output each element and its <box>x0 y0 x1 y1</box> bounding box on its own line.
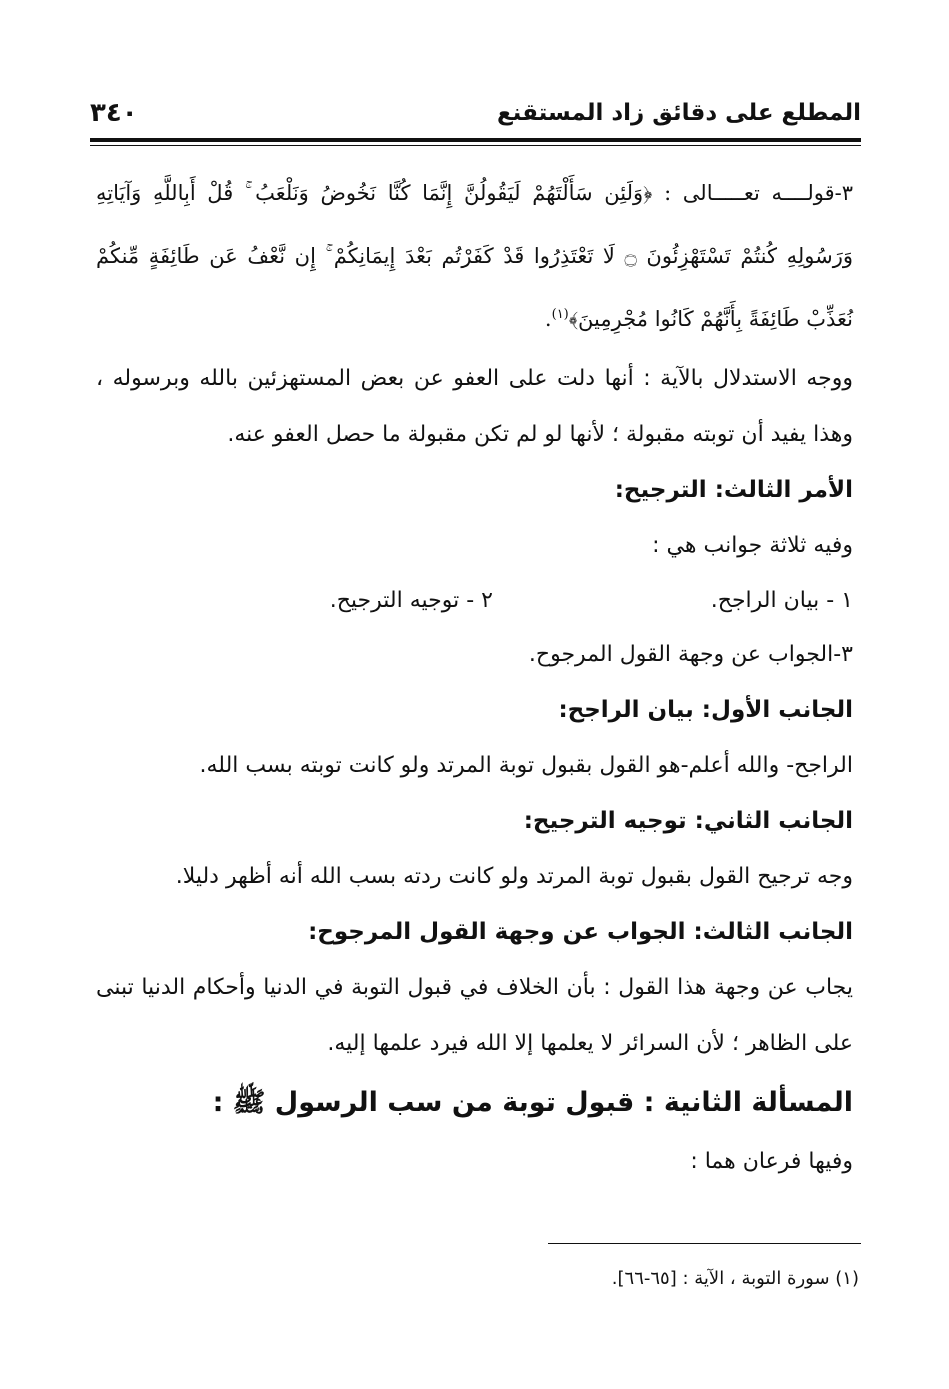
header-rule-thin <box>90 145 861 146</box>
footnote-marker: (١) <box>551 307 569 322</box>
main-text <box>96 162 853 1190</box>
aspect-item-2: ٢ - توجيه الترجيح. <box>329 588 493 613</box>
header-rule-thick <box>90 138 861 142</box>
preferred-opinion: الراجح- والله أعلم-هو القول بقبول توبة المرتد ولو كانت توبته بسب الله. <box>199 753 853 778</box>
heading-third-matter: الأمر الثالث: الترجيح: <box>614 477 853 503</box>
running-title: المطلع على دقائق زاد المستقنع <box>496 100 861 126</box>
quran-verse: ﴿وَلَئِن سَأَلْتَهُمْ لَيَقُولُنَّ إِنَّمَا كُنَّا نَخُوضُ وَنَلْعَبُ ۚ قُلْ أَبِاللَّهِ وَآيَاتِهِ وَرَسُولِهِ كُنتُمْ تَسْتَهْزِئُونَ ۝ لَا تَعْتَذِرُوا قَدْ كَفَرْتُم بَعْدَ إِيمَانِكُمْ ۚ إِن نَّعْفُ عَن طَائِفَةٍ مِّنكُمْ نُعَذِّبْ طَائِفَةً بِأَنَّهُمْ كَانُوا مُجْرِمِينَ﴾ <box>96 181 853 331</box>
heading-third-aspect: الجانب الثالث: الجواب عن وجهة القول المرجوح: <box>308 919 853 945</box>
footnote-1: (١) سورة التوبة ، الآية : [٦٥-٦٦]. <box>611 1268 859 1289</box>
page-header <box>90 96 861 132</box>
justification-text: وجه ترجيح القول بقبول توبة المرتد ولو كانت ردته بسب الله أنه أظهر دليلا. <box>175 864 853 889</box>
aspect-item-3: ٣-الجواب عن وجهة القول المرجوح. <box>528 642 853 667</box>
page-number: ٣٤٠ <box>90 98 138 128</box>
heading-first-aspect: الجانب الأول: بيان الراجح: <box>558 697 853 723</box>
heading-second-issue: المسألة الثانية : قبول توبة من سب الرسول ﷺ : <box>212 1087 853 1118</box>
aspect-item-1: ١ - بيان الراجح. <box>710 588 853 613</box>
branches-intro: وفيها فرعان هما : <box>690 1149 853 1174</box>
footnote-separator <box>548 1243 861 1244</box>
aspects-list-row <box>96 574 853 627</box>
heading-second-aspect: الجانب الثاني: توجيه الترجيح: <box>523 808 853 834</box>
aspects-intro: وفيه ثلاثة جوانب هي : <box>652 533 853 558</box>
evidence-paragraph: ووجه الاستدلال بالآية : أنها دلت على العفو عن بعض المستهزئين بالله وبرسوله ، وهذا يفيد أن توبته مقبولة ؛ لأنها لو لم تكن مقبولة ما حصل العفو عنه. <box>96 366 853 447</box>
sentence-end: . <box>544 307 552 331</box>
quran-citation-paragraph <box>96 162 853 351</box>
answer-paragraph: يجاب عن وجهة هذا القول : بأن الخلاف في قبول التوبة في الدنيا وأحكام الدنيا تبنى على الظاهر ؛ لأن السرائر لا يعلمها إلا الله فيرد علمها إليه. <box>96 975 853 1056</box>
citation-intro: ٣-قولــــه تعـــــالى : <box>652 181 854 205</box>
